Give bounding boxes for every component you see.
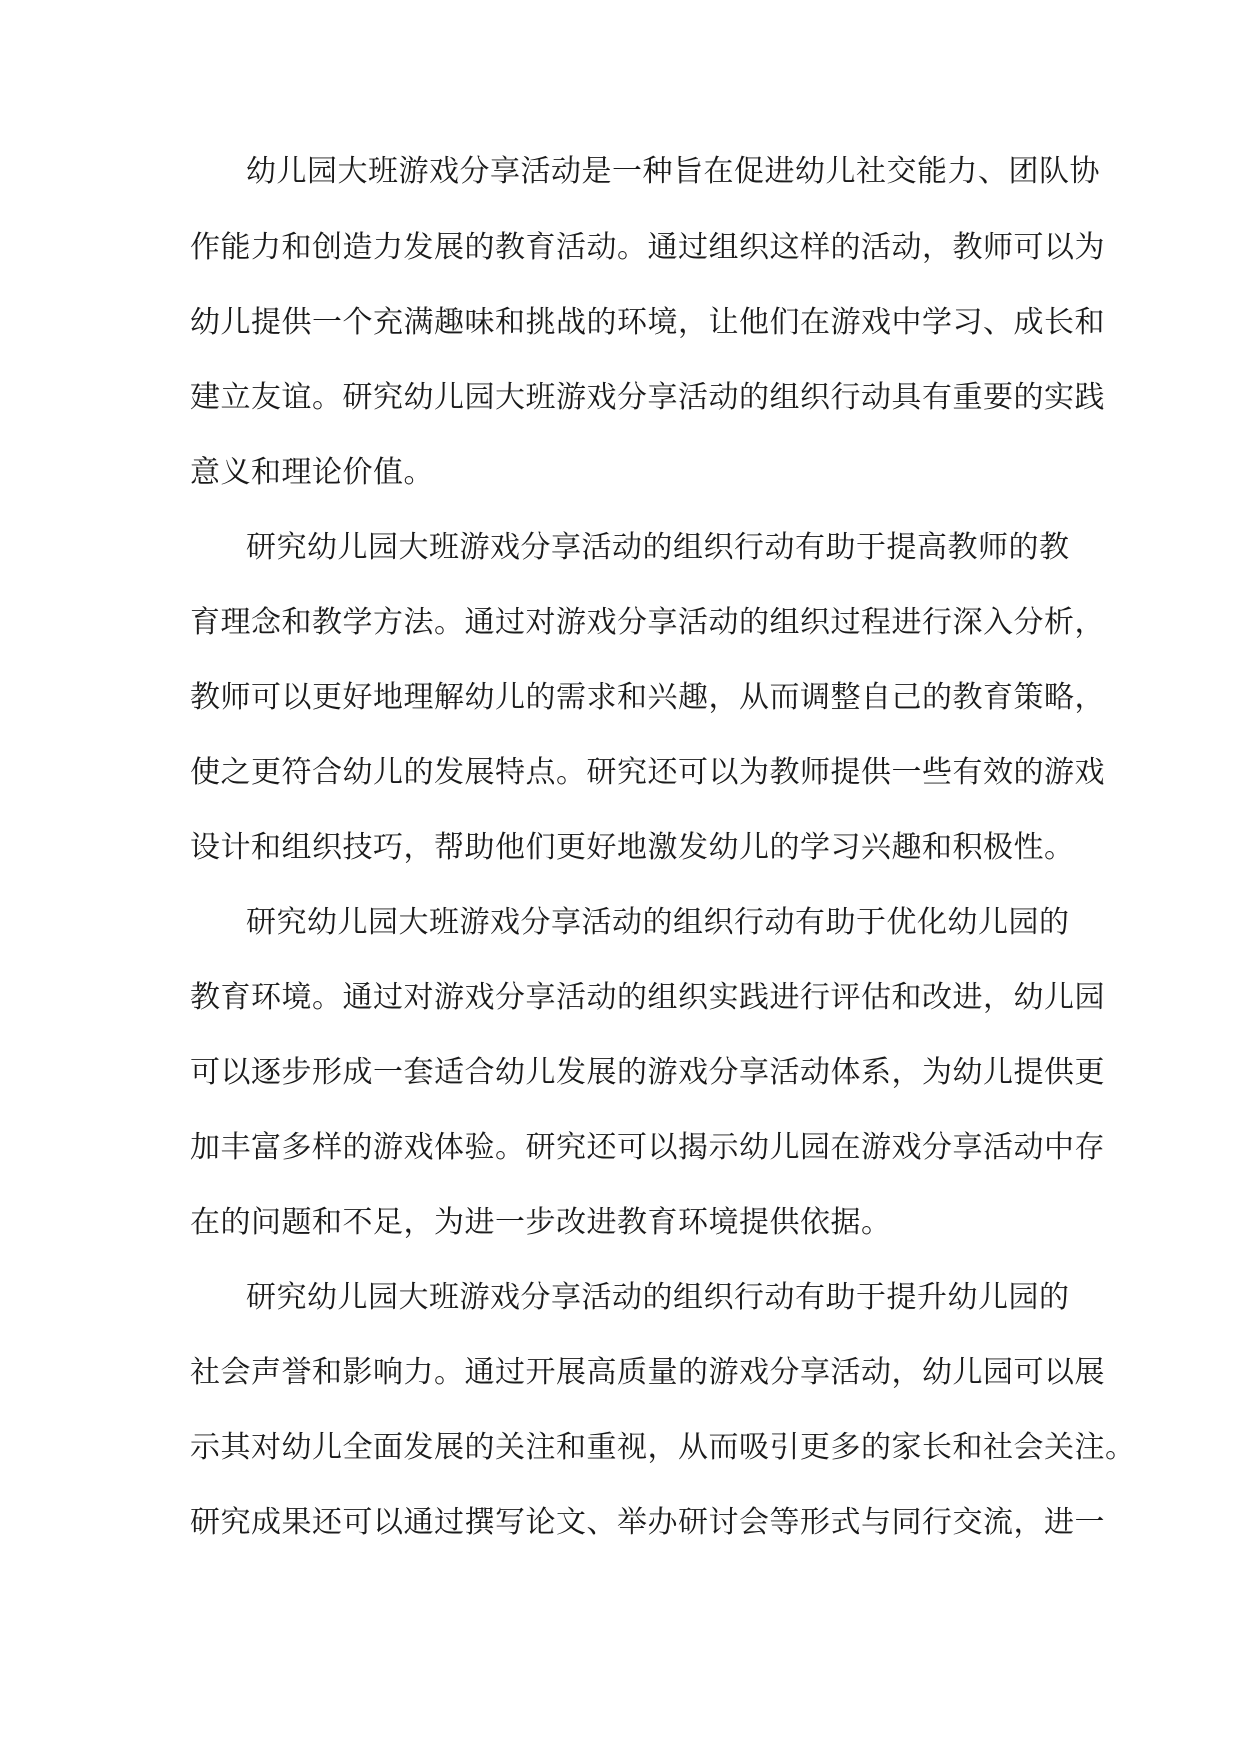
paragraph-4-line-4: 研究成果还可以通过撰写论文、举办研讨会等形式与同行交流，进一: [190, 1505, 1105, 1540]
paragraph-1-line-5: 意义和理论价值。: [190, 455, 434, 490]
paragraph-4-line-1: 研究幼儿园大班游戏分享活动的组织行动有助于提升幼儿园的: [246, 1280, 1070, 1315]
paragraph-2-line-4: 使之更符合幼儿的发展特点。研究还可以为教师提供一些有效的游戏: [190, 755, 1105, 790]
paragraph-1-line-4: 建立友谊。研究幼儿园大班游戏分享活动的组织行动具有重要的实践: [190, 380, 1105, 415]
paragraph-2-line-3: 教师可以更好地理解幼儿的需求和兴趣，从而调整自己的教育策略，: [190, 680, 1105, 715]
paragraph-2-line-2: 育理念和教学方法。通过对游戏分享活动的组织过程进行深入分析，: [190, 605, 1105, 640]
paragraph-2-line-5: 设计和组织技巧，帮助他们更好地激发幼儿的学习兴趣和积极性。: [190, 830, 1075, 865]
paragraph-3-line-4: 加丰富多样的游戏体验。研究还可以揭示幼儿园在游戏分享活动中存: [190, 1130, 1105, 1165]
paragraph-1-line-2: 作能力和创造力发展的教育活动。通过组织这样的活动，教师可以为: [190, 230, 1105, 265]
paragraph-1-line-3: 幼儿提供一个充满趣味和挑战的环境，让他们在游戏中学习、成长和: [190, 305, 1105, 340]
paragraph-2-line-1: 研究幼儿园大班游戏分享活动的组织行动有助于提高教师的教: [246, 530, 1070, 565]
paragraph-4-line-2: 社会声誉和影响力。通过开展高质量的游戏分享活动，幼儿园可以展: [190, 1355, 1105, 1390]
paragraph-3-line-5: 在的问题和不足，为进一步改进教育环境提供依据。: [190, 1205, 892, 1240]
paragraph-4-line-3: 示其对幼儿全面发展的关注和重视，从而吸引更多的家长和社会关注。: [190, 1430, 1136, 1465]
paragraph-3-line-1: 研究幼儿园大班游戏分享活动的组织行动有助于优化幼儿园的: [246, 905, 1070, 940]
paragraph-3-line-3: 可以逐步形成一套适合幼儿发展的游戏分享活动体系，为幼儿提供更: [190, 1055, 1105, 1090]
paragraph-1-line-1: 幼儿园大班游戏分享活动是一种旨在促进幼儿社交能力、团队协: [246, 154, 1100, 189]
paragraph-3-line-2: 教育环境。通过对游戏分享活动的组织实践进行评估和改进，幼儿园: [190, 980, 1105, 1015]
